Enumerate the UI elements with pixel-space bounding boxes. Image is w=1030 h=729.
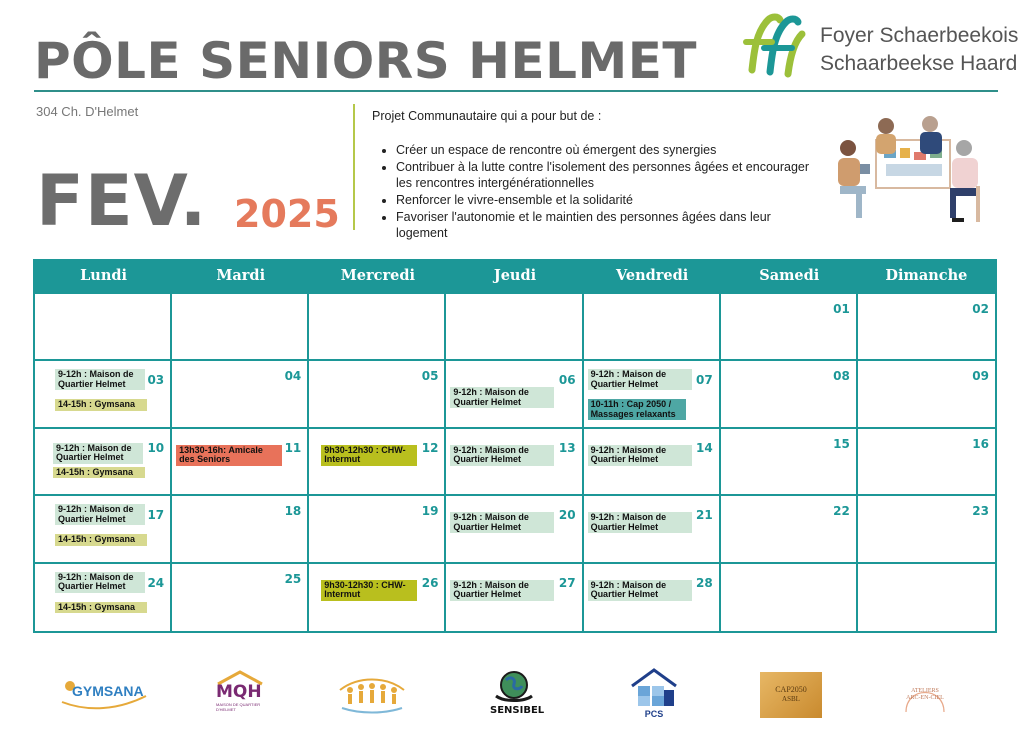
calendar-day-cell (721, 361, 858, 428)
event-label[interactable]: 9-12h : Maison de Quartier Helmet (55, 504, 145, 525)
day-number: 04 (284, 369, 302, 384)
event-label[interactable]: 9-12h : Maison de Quartier Helmet (53, 443, 143, 464)
calendar-day-cell (858, 496, 995, 563)
calendar-day-cell (309, 294, 446, 361)
gymsana-name: GYMSANA (72, 683, 144, 699)
weekday-monday: Lundi (80, 267, 128, 284)
project-goals-list (372, 142, 820, 241)
calendar-day-cell (858, 361, 995, 428)
calendar-day-cell (446, 496, 583, 563)
mqh-name: MQH (216, 682, 262, 702)
people-arch-icon (334, 674, 410, 714)
calendar-day-cell (584, 361, 721, 428)
event-label[interactable]: 9-12h : Maison de Quartier Helmet (588, 369, 692, 390)
event-label[interactable]: 9-12h : Maison de Quartier Helmet (55, 369, 145, 390)
day-number: 25 (284, 571, 302, 586)
event-label[interactable]: 14-15h : Gymsana (53, 467, 145, 479)
calendar (33, 259, 997, 633)
logo-line-1: Foyer Schaerbeekois (820, 24, 1019, 47)
calendar-day-cell (35, 564, 172, 631)
address: 304 Ch. D'Helmet (36, 104, 139, 119)
event-label[interactable]: 9h30-12h30 : CHW-Intermut (321, 445, 417, 466)
day-number: 10 (147, 440, 165, 455)
event-label[interactable]: 9-12h : Maison de Quartier Helmet (588, 445, 692, 466)
day-number: 06 (558, 373, 576, 388)
arc-en-ciel-name: ATELIERS ARC-EN-CIEL (906, 688, 944, 701)
calendar-day-cell (309, 429, 446, 496)
event-label[interactable]: 9-12h : Maison de Quartier Helmet (450, 387, 554, 408)
day-number: 27 (558, 575, 576, 590)
event-label[interactable]: 14-15h : Gymsana (55, 602, 147, 614)
day-number: 23 (972, 504, 989, 519)
calendar-day-cell (172, 564, 309, 631)
title-underline (34, 90, 998, 92)
goal-item: • Créer un espace de rencontre où émergent des synergies (396, 142, 820, 158)
calendar-day-cell (858, 429, 995, 496)
calendar-day-cell (446, 361, 583, 428)
calendar-grid (35, 294, 995, 631)
day-number: 18 (284, 504, 302, 519)
pcs-house-icon (628, 668, 680, 708)
calendar-day-cell (309, 496, 446, 563)
day-number: 17 (147, 508, 165, 523)
seniors-illustration (826, 108, 998, 226)
day-number: 02 (972, 302, 989, 316)
calendar-day-cell (858, 294, 995, 361)
calendar-day-cell (172, 496, 309, 563)
goal-item: • Renforcer le vivre-ensemble et la solidarité (396, 192, 820, 208)
mqh-subtitle: MAISON DE QUARTIER D'HELMET (216, 702, 261, 712)
calendar-day-cell (309, 361, 446, 428)
cap2050-logo (760, 672, 822, 718)
weekday-sunday: Dimanche (885, 267, 968, 284)
calendar-header (35, 261, 995, 294)
fsh-mark-icon (742, 12, 814, 82)
day-number: 01 (833, 302, 850, 316)
day-number: 14 (696, 440, 713, 455)
gymsana-logo (58, 674, 150, 710)
sensibel-logo (490, 668, 545, 724)
event-label[interactable]: 9-12h : Maison de Quartier Helmet (588, 580, 692, 601)
day-number: 07 (696, 373, 713, 388)
calendar-day-cell (35, 361, 172, 428)
page-title: PÔLE SENIORS HELMET (34, 32, 697, 90)
month-label: FEV. (36, 160, 208, 242)
year-label: 2025 (234, 192, 340, 236)
pcs-logo (628, 668, 680, 724)
calendar-day-cell (172, 361, 309, 428)
partners-row (0, 664, 1030, 724)
event-label[interactable]: 9-12h : Maison de Quartier Helmet (55, 572, 145, 593)
calendar-day-cell (584, 429, 721, 496)
weekday-saturday: Samedi (759, 267, 820, 284)
day-number: 19 (421, 504, 439, 519)
event-label[interactable]: 13h30-16h: Amicale des Seniors (176, 445, 282, 466)
people-arch-logo (334, 674, 410, 714)
day-number: 03 (147, 373, 165, 388)
foyer-schaerbeekois-logo (742, 12, 1019, 82)
weekday-friday: Vendredi (615, 267, 689, 284)
day-number: 13 (558, 440, 576, 455)
event-label[interactable]: 14-15h : Gymsana (55, 534, 147, 546)
calendar-day-cell (858, 564, 995, 631)
event-label[interactable]: 9-12h : Maison de Quartier Helmet (450, 445, 554, 466)
goal-item: • Contribuer à la lutte contre l'isolement des personnes âgées et encourager les rencontres intergénérationnelles (396, 159, 820, 191)
day-number: 26 (421, 575, 439, 590)
calendar-day-cell (721, 496, 858, 563)
calendar-day-cell (584, 564, 721, 631)
day-number: 22 (833, 504, 850, 519)
calendar-day-cell (172, 429, 309, 496)
mqh-logo (212, 670, 268, 718)
day-number: 05 (421, 369, 439, 384)
globe-hands-icon (490, 668, 538, 704)
calendar-day-cell (584, 294, 721, 361)
calendar-day-cell (35, 429, 172, 496)
day-number: 21 (696, 508, 713, 523)
calendar-day-cell (446, 294, 583, 361)
day-number: 11 (284, 440, 302, 455)
cap2050-subtitle: ASBL (782, 695, 800, 703)
day-number: 28 (696, 575, 713, 590)
calendar-day-cell (172, 294, 309, 361)
day-number: 16 (972, 436, 989, 451)
event-label[interactable]: 9-12h : Maison de Quartier Helmet (450, 580, 554, 601)
weekday-tuesday: Mardi (216, 267, 266, 284)
calendar-day-cell (35, 496, 172, 563)
calendar-day-cell (35, 294, 172, 361)
day-number: 08 (833, 369, 850, 384)
event-label[interactable]: 14-15h : Gymsana (55, 399, 147, 411)
weekday-wednesday: Mercredi (340, 267, 415, 284)
divider-line (353, 104, 355, 230)
day-number: 24 (147, 575, 165, 590)
calendar-day-cell (721, 294, 858, 361)
calendar-day-cell (721, 429, 858, 496)
project-description (372, 108, 820, 242)
calendar-day-cell (446, 564, 583, 631)
cap2050-name: CAP2050 (775, 685, 807, 694)
project-intro: Projet Communautaire qui a pour but de : (372, 109, 602, 123)
calendar-day-cell (721, 564, 858, 631)
sensibel-name: SENSIBEL (490, 705, 545, 716)
day-number: 15 (833, 436, 850, 451)
day-number: 09 (972, 369, 989, 384)
goal-item: • Favoriser l'autonomie et le maintien des personnes âgées dans leur logement (396, 209, 820, 241)
event-label[interactable]: 9-12h : Maison de Quartier Helmet (450, 512, 554, 533)
event-label[interactable]: 10-11h : Cap 2050 / Massages relaxants (588, 399, 686, 420)
calendar-day-cell (584, 496, 721, 563)
day-number: 12 (421, 440, 439, 455)
weekday-thursday: Jeudi (493, 267, 537, 284)
event-label[interactable]: 9-12h : Maison de Quartier Helmet (588, 512, 692, 533)
day-number: 20 (558, 508, 576, 523)
pcs-name: PCS (644, 709, 664, 719)
calendar-day-cell (446, 429, 583, 496)
event-label[interactable]: 9h30-12h30 : CHW-Intermut (321, 580, 417, 601)
logo-line-2: Schaarbeekse Haard (820, 52, 1018, 75)
calendar-day-cell (309, 564, 446, 631)
arc-en-ciel-logo (900, 672, 950, 718)
